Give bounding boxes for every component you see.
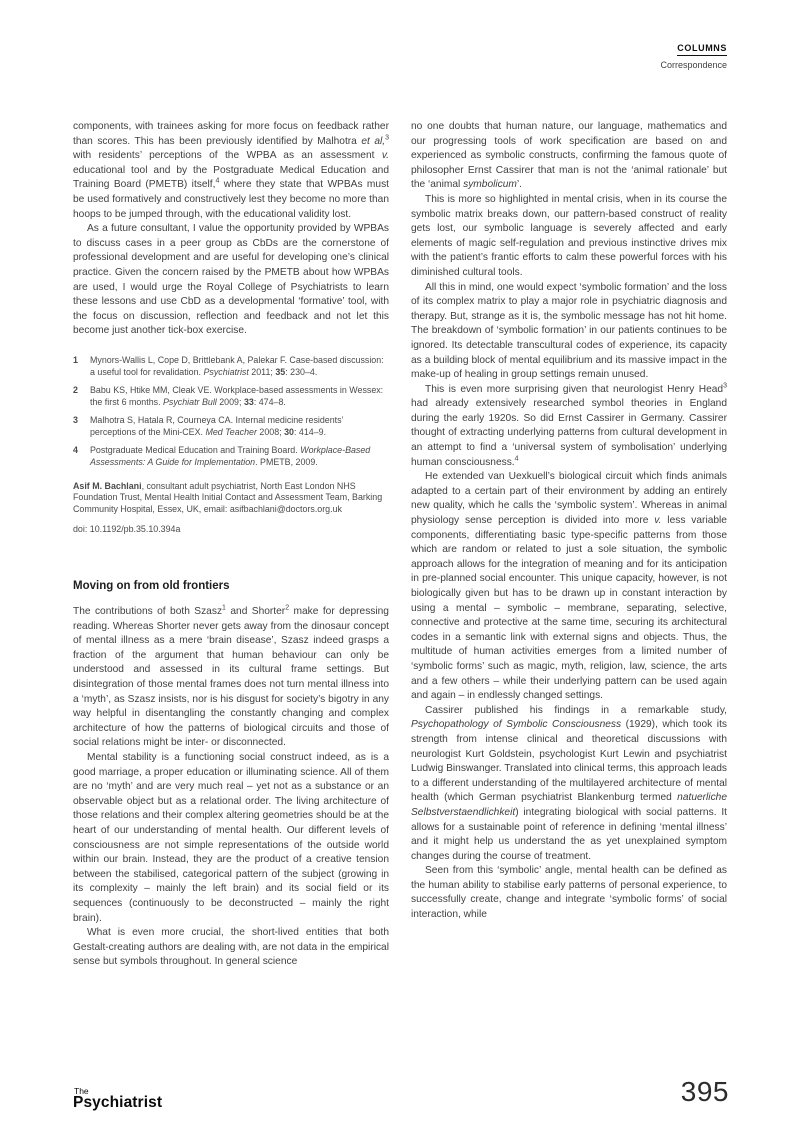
reference-item bbox=[73, 415, 389, 438]
reference-text: Postgraduate Medical Education and Training Board. Workplace-Based Assessments: A Guide for Implementation. PMETB, 2009. bbox=[90, 445, 371, 468]
letter2-paragraph: He extended van Uexkuell’s biological circuit which finds animals adapted to a certain part of their environment by adding an entirely new quality, which he calls the ‘symbolic system’. Whereas in animal physiology sense perception is divided into more v. less variable components, differentiating basic type-specific patterns from those which are random or related to just a sole situation, the symbolic approach allows for the integration of meaning and for its anticipation in pre-planned social encounter. This unique capacity, however, is not biologically given but has to be drawn up in constant interaction by using a mental – symbolic – membrane, separating, selective, connective and protective at the same time, securing its architectural codes in a semantic link with external signs and objects. Thus, the multitude of human activities emerges from a limited number of ‘symbolic forms’ such as magic, myth, religion, law, science, the arts and a few others – while their underlying pattern can be used again and again – in endlessly changed settings. bbox=[411, 471, 727, 702]
letter2-paragraph: All this in mind, one would expect ‘symbolic formation’ and the loss of its complex matrix to play a major role in psychiatric diagnosis and therapy. But, strange as it is, the symbolic message has not hit home. The breakdown of ‘symbolic formation’ in our patients continues to be ignored. Its detectable transcultural codes of experience, its capacity as a building block of mental equilibrium and its massive impact in the make-up of healing in group settings remain unused. bbox=[411, 281, 727, 381]
left-column bbox=[73, 120, 389, 970]
letter1-paragraph: As a future consultant, I value the opportunity provided by WPBAs to discuss cases in a peer group as CbDs are the cornerstone of professional development and are useful for developing one’s clinical practice. Given the concern raised by the PMETB about how WPBAs are used, I would urge the Royal College of Psychiatrists to learn these lessons and use CbD as a developmental ‘formative’ tool, with the focus on discussion, reflection and feedback and not let this become just another tick-box exercise. bbox=[73, 223, 389, 337]
letter2-paragraph: Mental stability is a functioning social construct indeed, as is a good marriage, a proper education or illuminating science. All of them are no ‘myth’ and are very much real – yet not as a substance or an observable object but as a relational order. The living architecture of those relations and their complex altering geometries should be at the heart of our understanding of mental health. Our different levels of consciousness are not simple representations of the outside world within our brain. Instead, they are the product of a creative tension between the stabilised, categorical pattern of the subject (growing in its complexity – mainly the left brain) and its social field or its sequences (continuously to be deconstructed – mainly the right brain). bbox=[73, 751, 389, 924]
journal-logo-the: The bbox=[74, 1086, 89, 1096]
two-column-content bbox=[73, 120, 727, 970]
journal-logo-name: Psychiatrist bbox=[73, 1094, 163, 1111]
page-category: Correspondence bbox=[660, 60, 727, 70]
letter2-paragraph: The contributions of both Szasz$^1$ and Shorter$^2$ make for depressing reading. Whereas Shorter never gets away from the dinosaur concept of mental illness as a mere ‘brain disease’, Szasz indeed grasps a fraction of the argument that human behaviour can only be understood and assessed in its cultural frame settings. But disintegration of those mental frames does not turn mental illness into a ‘myth’, as Szasz insists, nor is his disgust for society’s bigotry in any way helpful in disentangling the constantly changing and complex architecture of how the patterns of biological circuits and those of social relations might be inter- or disconnected. bbox=[73, 604, 389, 749]
section-label: COLUMNS bbox=[677, 43, 727, 56]
reference-number: 2 bbox=[73, 385, 78, 396]
right-column bbox=[411, 120, 727, 970]
reference-number: 3 bbox=[73, 415, 78, 426]
author-signature: Asif M. Bachlani, consultant adult psychiatrist, North East London NHS Foundation Trust, Mental Health Initial Contact and Assessment Team, Barking Community Hospital, Essex, UK, email: asifbachlani@doctors.org.uk bbox=[73, 480, 383, 514]
reference-item bbox=[73, 445, 389, 468]
reference-text: Mynors-Wallis L, Cope D, Brittlebank A, Palekar F. Case-based discussion: a useful tool for revalidation. Psychiatrist 2011; 35: 230–4. bbox=[90, 354, 384, 377]
reference-item bbox=[73, 355, 389, 378]
reference-text: Malhotra S, Hatala R, Courneya CA. Internal medicine residents’ perceptions of the Mini-CEX. Med Teacher 2008; 30: 414–9. bbox=[90, 415, 344, 437]
letter2-paragraph: Cassirer published his findings in a remarkable study, Psychopathology of Symbolic Consciousness (1929), which took its strength from intense clinical and theoretical discussions with neurologist Kurt Goldstein, psychologist Kurt Lewin and psychiatrist Ludwig Binswanger. Translated into clinical terms, this approach leads to a different understanding of the multilayered architecture of mental health (which German psychiatrist Blankenburg termed natuerliche Selbstverstaendlichkeit) integrating biological with social patterns. It allows for a sustainable point of reference in defining ‘mental illness’ and it might help us understand the as yet unexplained symptom changes during the course of treatment. bbox=[411, 704, 727, 862]
doi: doi: 10.1192/pb.35.10.394a bbox=[73, 524, 181, 535]
page-header bbox=[660, 38, 727, 70]
reference-text: Babu KS, Htike MM, Cleak VE. Workplace-based assessments in Wessex: the first 6 months. Psychiatr Bull 2009; 33: 474–8. bbox=[90, 385, 384, 407]
reference-number: 4 bbox=[73, 445, 78, 456]
letter2-paragraph: This is even more surprising given that neurologist Henry Head$^3$ had already extensively researched symbol theories in England during the early 1920s. So did Ernst Cassirer in Germany. Cassirer thought of extracting underlying patterns from cultural development in an attempt to find a ‘universal system of symbolisation’ underlying human consciousness.$^4$ bbox=[411, 382, 727, 468]
letter2-paragraph: Seen from this ‘symbolic’ angle, mental health can be defined as the human ability to stabilise early patterns of personal experience, to successfully create, change and integrate ‘symbolic forms’ of social interaction, while bbox=[411, 865, 727, 921]
journal-logo bbox=[73, 1087, 162, 1110]
letter2-paragraph: This is more so highlighted in mental crisis, when in its course the symbolic matrix breaks down, our pattern-based construct of reality gets lost, our symbolic language is severely affected and early elements of magic self-regulation and previous instinctive drives mix with the patient’s frantic efforts to calm these powerful forces with his diminished cultural tools. bbox=[411, 193, 727, 278]
page-number: 395 bbox=[680, 1076, 729, 1107]
letter2-title: Moving on from old frontiers bbox=[73, 580, 230, 593]
letter2-paragraph: no one doubts that human nature, our language, mathematics and our progressing tools of work specification are based on and experienced as symbolic constructs, confirming the famous quote of philosopher Ernst Cassirer that man is not the ‘animal rationale’ but the ‘animal symbolicum’. bbox=[411, 121, 727, 191]
letter2-paragraph: What is even more crucial, the short-lived entities that both Gestalt-creating authors are dealing with, are not data in the empirical sense but symbols throughout. In general science bbox=[73, 927, 389, 968]
reference-list bbox=[73, 355, 389, 469]
letter1-paragraph: components, with trainees asking for more focus on feedback rather than scores. This has been previously identified by Malhotra et al,$^3$ with residents’ perceptions of the WPBA as an assessment v. educational tool and by the Postgraduate Medical Education and Training Board (PMETB) itself,$^4$ where they state that WPBAs must be used formatively and constructively lest they become no more than hoops to be jumped through, with the educational validity lost. bbox=[73, 121, 390, 220]
reference-number: 1 bbox=[73, 354, 78, 365]
reference-item bbox=[73, 385, 389, 408]
